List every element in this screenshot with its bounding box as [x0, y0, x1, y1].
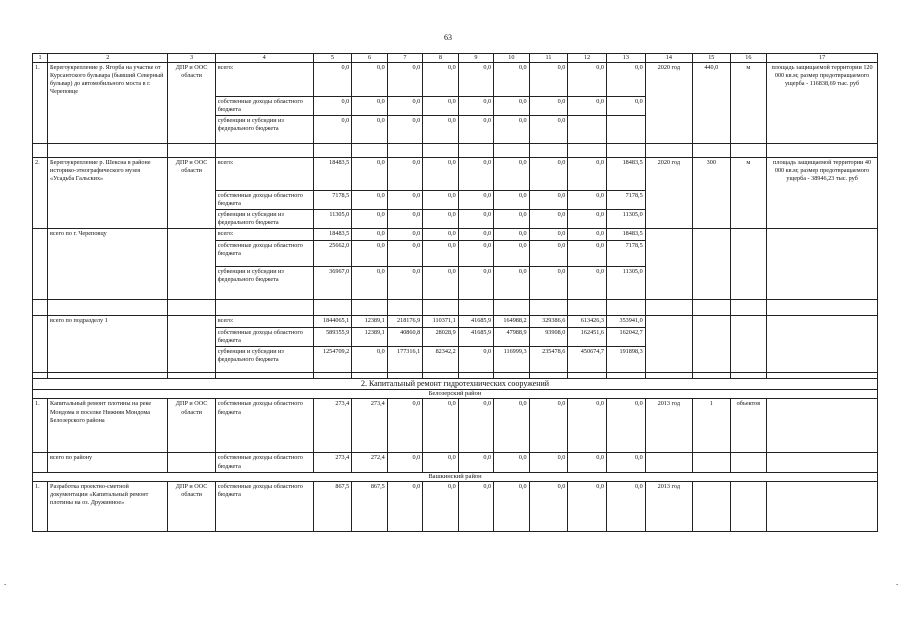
cell — [352, 144, 387, 158]
funding-source: всего: — [215, 63, 313, 97]
value-cell: 0,0 — [494, 229, 529, 240]
value-cell: 162042,7 — [606, 327, 645, 346]
funding-source: всего: — [215, 229, 313, 240]
unit: объектов — [730, 399, 767, 453]
value-cell: 0,0 — [458, 229, 493, 240]
value-cell: 589355,9 — [313, 327, 352, 346]
value-cell: 0,0 — [458, 346, 493, 372]
total-row — [33, 453, 878, 472]
value-cell: 273,4 — [313, 453, 352, 472]
cell — [529, 299, 568, 315]
value-cell: 0,0 — [494, 63, 529, 97]
column-number: 5 — [313, 54, 352, 63]
row-number: 2. — [33, 158, 48, 229]
value-cell: 0,0 — [529, 210, 568, 229]
value-cell: 0,0 — [387, 240, 422, 266]
cell — [730, 315, 767, 372]
cell — [387, 299, 422, 315]
value-cell: 0,0 — [529, 191, 568, 210]
value-cell: 11305,0 — [313, 210, 352, 229]
value-cell: 0,0 — [529, 240, 568, 266]
column-number: 17 — [767, 54, 878, 63]
value-cell: 0,0 — [568, 399, 607, 453]
funding-source: собственные доходы областного бюджета — [215, 191, 313, 210]
cell — [313, 144, 352, 158]
table-row — [33, 63, 878, 97]
cell — [730, 144, 767, 158]
value-cell — [568, 116, 607, 144]
value-cell: 18483,5 — [606, 158, 645, 191]
value-cell: 450674,7 — [568, 346, 607, 372]
total-row — [33, 315, 878, 327]
value-cell: 0,0 — [529, 453, 568, 472]
value-cell: 0,0 — [606, 453, 645, 472]
effect: площадь защищаемой территории 40 000 кв.м; размер предотвращаемого ущерба - 38946,23 тыс. руб — [767, 158, 878, 229]
value-cell: 0,0 — [423, 63, 458, 97]
value-cell: 0,0 — [458, 191, 493, 210]
value-cell: 0,0 — [352, 229, 387, 240]
value-cell: 0,0 — [458, 158, 493, 191]
value-cell: 11305,0 — [606, 266, 645, 299]
value-cell: 7178,5 — [606, 240, 645, 266]
table-row — [33, 482, 878, 532]
page-number: 63 — [444, 33, 452, 42]
value-cell: 0,0 — [313, 116, 352, 144]
cell — [423, 299, 458, 315]
value-cell: 273,4 — [352, 399, 387, 453]
amount: 1 — [692, 399, 730, 453]
district-row — [33, 472, 878, 481]
row-number: 1. — [33, 63, 48, 144]
value-cell: 12389,1 — [352, 315, 387, 327]
cell — [645, 453, 692, 472]
completion-year: 2013 год — [645, 482, 692, 532]
value-cell: 0,0 — [352, 191, 387, 210]
cell — [692, 482, 730, 532]
total-label: всего по району — [48, 453, 168, 472]
cell — [606, 299, 645, 315]
value-cell: 0,0 — [494, 399, 529, 453]
value-cell: 329386,6 — [529, 315, 568, 327]
cell — [645, 299, 692, 315]
value-cell: 0,0 — [568, 191, 607, 210]
funding-source: всего: — [215, 315, 313, 327]
cell — [767, 229, 878, 299]
value-cell: 0,0 — [352, 210, 387, 229]
value-cell: 0,0 — [568, 240, 607, 266]
cell — [168, 453, 215, 472]
value-cell: 1844065,1 — [313, 315, 352, 327]
value-cell: 28028,9 — [423, 327, 458, 346]
section-title: 2. Капитальный ремонт гидротехнических сооружений — [33, 378, 878, 389]
value-cell: 0,0 — [313, 63, 352, 97]
value-cell: 0,0 — [423, 266, 458, 299]
value-cell: 867,5 — [313, 482, 352, 532]
value-cell: 0,0 — [387, 229, 422, 240]
cell — [692, 453, 730, 472]
cell — [33, 299, 48, 315]
value-cell: 0,0 — [458, 240, 493, 266]
executor: ДПР и ООС области — [168, 399, 215, 453]
cell — [606, 144, 645, 158]
total-label: всего по подразделу 1 — [48, 315, 168, 372]
column-number: 2 — [48, 54, 168, 63]
value-cell: 0,0 — [423, 240, 458, 266]
cell — [568, 299, 607, 315]
column-number: 10 — [494, 54, 529, 63]
cell — [494, 299, 529, 315]
funding-source: собственные доходы областного бюджета — [215, 97, 313, 116]
value-cell: 0,0 — [529, 158, 568, 191]
column-number: 9 — [458, 54, 493, 63]
cell — [767, 399, 878, 453]
cell — [730, 482, 767, 532]
district-title: Белозерский район — [33, 390, 878, 399]
cell — [423, 144, 458, 158]
value-cell: 40860,8 — [387, 327, 422, 346]
value-cell: 0,0 — [423, 158, 458, 191]
cell — [767, 315, 878, 372]
table-body — [33, 54, 878, 532]
value-cell: 0,0 — [529, 63, 568, 97]
cell — [645, 229, 692, 299]
funding-source: субвенции и субсидии из федерального бюджета — [215, 266, 313, 299]
value-cell: 0,0 — [352, 158, 387, 191]
cell — [568, 144, 607, 158]
value-cell: 0,0 — [387, 63, 422, 97]
value-cell: 0,0 — [529, 399, 568, 453]
value-cell: 0,0 — [423, 399, 458, 453]
cell — [692, 299, 730, 315]
value-cell: 0,0 — [423, 97, 458, 116]
cell — [494, 144, 529, 158]
value-cell: 0,0 — [387, 210, 422, 229]
executor: ДПР и ООС области — [168, 482, 215, 532]
value-cell: 0,0 — [423, 210, 458, 229]
completion-year: 2020 год — [645, 158, 692, 229]
value-cell: 7178,5 — [313, 191, 352, 210]
value-cell: 0,0 — [568, 453, 607, 472]
value-cell: 218176,9 — [387, 315, 422, 327]
table-row — [33, 158, 878, 191]
value-cell: 0,0 — [387, 453, 422, 472]
cell — [168, 229, 215, 299]
cell — [767, 299, 878, 315]
cell — [645, 315, 692, 372]
cell — [168, 299, 215, 315]
cell — [48, 299, 168, 315]
district-title: Вашкинский район — [33, 472, 878, 481]
value-cell: 0,0 — [568, 97, 607, 116]
value-cell: 0,0 — [387, 399, 422, 453]
value-cell: 613426,3 — [568, 315, 607, 327]
value-cell: 0,0 — [529, 97, 568, 116]
value-cell: 0,0 — [494, 191, 529, 210]
value-cell: 0,0 — [568, 266, 607, 299]
cell — [168, 315, 215, 372]
cell — [33, 453, 48, 472]
value-cell: 162451,6 — [568, 327, 607, 346]
value-cell: 0,0 — [568, 63, 607, 97]
cell — [692, 229, 730, 299]
cell — [730, 299, 767, 315]
value-cell: 0,0 — [529, 116, 568, 144]
value-cell: 0,0 — [352, 116, 387, 144]
value-cell: 235478,6 — [529, 346, 568, 372]
funding-source: собственные доходы областного бюджета — [215, 327, 313, 346]
cell — [33, 144, 48, 158]
cell — [767, 453, 878, 472]
cell — [730, 453, 767, 472]
column-number: 4 — [215, 54, 313, 63]
value-cell: 0,0 — [387, 482, 422, 532]
value-cell: 0,0 — [494, 116, 529, 144]
header-row — [33, 54, 878, 63]
value-cell: 0,0 — [606, 97, 645, 116]
funding-source: собственные доходы областного бюджета — [215, 482, 313, 532]
value-cell: 0,0 — [423, 229, 458, 240]
value-cell: 0,0 — [458, 210, 493, 229]
project-name: Берегоукрепление р. Ягорба на участке от Курсантского бульвара (бывший Северный бульвар) до автомобильного моста в г. Череповце — [48, 63, 168, 144]
value-cell: 0,0 — [423, 191, 458, 210]
value-cell: 0,0 — [458, 399, 493, 453]
value-cell: 0,0 — [568, 482, 607, 532]
value-cell: 272,4 — [352, 453, 387, 472]
value-cell: 0,0 — [387, 191, 422, 210]
value-cell: 0,0 — [606, 399, 645, 453]
value-cell: 273,4 — [313, 399, 352, 453]
funding-source: субвенции и субсидии из федерального бюджета — [215, 116, 313, 144]
cell — [33, 229, 48, 299]
value-cell: 0,0 — [352, 346, 387, 372]
value-cell: 0,0 — [568, 158, 607, 191]
value-cell: 0,0 — [423, 482, 458, 532]
project-name: Разработка проектно-сметной документации «Капитальный ремонт плотины на оз. Дружинное» — [48, 482, 168, 532]
value-cell: 0,0 — [494, 453, 529, 472]
cell — [645, 144, 692, 158]
column-number: 6 — [352, 54, 387, 63]
cell — [730, 229, 767, 299]
value-cell: 0,0 — [529, 482, 568, 532]
value-cell: 0,0 — [387, 158, 422, 191]
value-cell: 0,0 — [494, 240, 529, 266]
amount: 440,0 — [692, 63, 730, 144]
cell — [215, 144, 313, 158]
funding-source: собственные доходы областного бюджета — [215, 453, 313, 472]
completion-year: 2013 год — [645, 399, 692, 453]
table-row — [33, 399, 878, 453]
column-number: 12 — [568, 54, 607, 63]
value-cell: 0,0 — [423, 116, 458, 144]
value-cell: 0,0 — [352, 240, 387, 266]
value-cell: 0,0 — [606, 482, 645, 532]
executor: ДПР и ООС области — [168, 158, 215, 229]
value-cell: 0,0 — [387, 97, 422, 116]
column-number: 3 — [168, 54, 215, 63]
cell — [48, 144, 168, 158]
value-cell: 0,0 — [529, 266, 568, 299]
cell — [168, 144, 215, 158]
value-cell: 0,0 — [352, 266, 387, 299]
value-cell: 0,0 — [352, 63, 387, 97]
cell — [387, 144, 422, 158]
total-label: всего по г. Череповцу — [48, 229, 168, 299]
cell — [215, 299, 313, 315]
value-cell: 0,0 — [458, 266, 493, 299]
cell — [33, 315, 48, 372]
value-cell: 0,0 — [352, 97, 387, 116]
amount: 300 — [692, 158, 730, 229]
value-cell: 41685,9 — [458, 327, 493, 346]
value-cell: 116999,3 — [494, 346, 529, 372]
value-cell: 82342,2 — [423, 346, 458, 372]
cell — [313, 299, 352, 315]
value-cell: 0,0 — [387, 116, 422, 144]
cell — [692, 144, 730, 158]
value-cell: 353941,0 — [606, 315, 645, 327]
value-cell: 25662,0 — [313, 240, 352, 266]
value-cell: 0,0 — [494, 266, 529, 299]
value-cell: 0,0 — [606, 63, 645, 97]
value-cell: 11305,0 — [606, 210, 645, 229]
value-cell: 0,0 — [494, 482, 529, 532]
value-cell: 0,0 — [423, 453, 458, 472]
unit: м — [730, 63, 767, 144]
funding-source: субвенции и субсидии из федерального бюджета — [215, 210, 313, 229]
value-cell: 36967,0 — [313, 266, 352, 299]
value-cell: 18483,5 — [313, 229, 352, 240]
value-cell: 0,0 — [387, 266, 422, 299]
total-row — [33, 229, 878, 240]
value-cell: 7178,5 — [606, 191, 645, 210]
cell — [458, 299, 493, 315]
value-cell: 867,5 — [352, 482, 387, 532]
column-number: 15 — [692, 54, 730, 63]
value-cell: 18483,5 — [313, 158, 352, 191]
funding-source: всего: — [215, 158, 313, 191]
funding-source: собственные доходы областного бюджета — [215, 240, 313, 266]
value-cell: 12389,1 — [352, 327, 387, 346]
project-name: Капитальный ремонт плотины на реке Мондома в поселке Нижняя Мондома Белозерского района — [48, 399, 168, 453]
executor: ДПР и ООС области — [168, 63, 215, 144]
value-cell: 0,0 — [494, 210, 529, 229]
row-number: 1. — [33, 399, 48, 453]
unit: м — [730, 158, 767, 229]
value-cell: 0,0 — [458, 63, 493, 97]
value-cell: 0,0 — [494, 158, 529, 191]
effect: площадь защищаемой территории 120 000 кв.м; размер предотвращаемого ущерба - 116838,69 тыс. руб — [767, 63, 878, 144]
cell — [767, 144, 878, 158]
section-row — [33, 378, 878, 389]
value-cell: 0,0 — [529, 229, 568, 240]
value-cell: 191898,3 — [606, 346, 645, 372]
project-name: Берегоукрепление р. Шексна в районе историко-этнографического музея «Усадьба Гальских» — [48, 158, 168, 229]
value-cell: 0,0 — [458, 97, 493, 116]
value-cell: 0,0 — [568, 229, 607, 240]
district-row — [33, 390, 878, 399]
column-number: 8 — [423, 54, 458, 63]
column-number: 7 — [387, 54, 422, 63]
value-cell: 0,0 — [458, 116, 493, 144]
column-number: 1 — [33, 54, 48, 63]
column-number: 11 — [529, 54, 568, 63]
completion-year: 2020 год — [645, 63, 692, 144]
value-cell: 1254709,2 — [313, 346, 352, 372]
funding-source: собственные доходы областного бюджета — [215, 399, 313, 453]
left-edge-mark: - — [4, 580, 7, 588]
value-cell — [606, 116, 645, 144]
value-cell: 0,0 — [568, 210, 607, 229]
row-number: 1. — [33, 482, 48, 532]
cell — [458, 144, 493, 158]
value-cell: 41685,9 — [458, 315, 493, 327]
value-cell: 0,0 — [458, 482, 493, 532]
spacer-row — [33, 144, 878, 158]
value-cell: 110371,1 — [423, 315, 458, 327]
value-cell: 18483,5 — [606, 229, 645, 240]
value-cell: 0,0 — [313, 97, 352, 116]
cell — [767, 482, 878, 532]
cell — [692, 315, 730, 372]
column-number: 14 — [645, 54, 692, 63]
column-number: 16 — [730, 54, 767, 63]
budget-table — [32, 53, 878, 532]
value-cell: 0,0 — [494, 97, 529, 116]
column-number: 13 — [606, 54, 645, 63]
value-cell: 164988,2 — [494, 315, 529, 327]
cell — [352, 299, 387, 315]
value-cell: 93908,0 — [529, 327, 568, 346]
spacer-row — [33, 299, 878, 315]
value-cell: 47988,9 — [494, 327, 529, 346]
value-cell: 0,0 — [458, 453, 493, 472]
funding-source: субвенции и субсидии из федерального бюджета — [215, 346, 313, 372]
value-cell: 177316,1 — [387, 346, 422, 372]
cell — [529, 144, 568, 158]
right-edge-mark: - — [896, 580, 899, 588]
